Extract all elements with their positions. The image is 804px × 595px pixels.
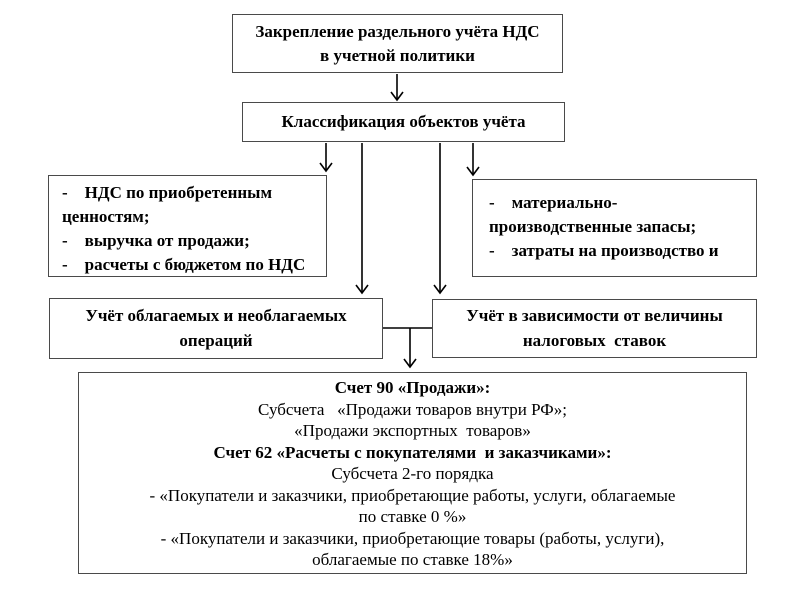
inventory-line: производственные запасы; (489, 217, 697, 236)
policy-box-line: Закрепление раздельного учёта НДС (255, 22, 540, 41)
accounts-line: - «Покупатели и заказчики, приобретающие товары (работы, услуги), (160, 528, 665, 548)
taxable-operations-line: операций (179, 331, 253, 350)
policy-box-line: в учетной политики (320, 46, 475, 65)
accounts-line: по ставке 0 %» (358, 507, 467, 526)
accounts-box (78, 372, 747, 574)
arrow-classification-to-vat-objects (320, 143, 332, 171)
inventory-line: - затраты на производство и (489, 241, 719, 260)
accounts-line: Счет 90 «Продажи»: (334, 378, 491, 397)
classification-box (242, 102, 565, 142)
tax-rates-line: налоговых ставок (522, 331, 667, 350)
vat-objects-line: ценностям; (62, 207, 150, 226)
accounts-line: Субсчета «Продажи товаров внутри РФ»; (258, 399, 567, 419)
accounts-line: - «Покупатели и заказчики, приобретающие работы, услуги, облагаемые (149, 485, 676, 505)
arrow-classification-to-tax-rates (434, 143, 446, 293)
arrow-to-accounts-box (404, 328, 416, 367)
vat-objects-line: - расчеты с бюджетом по НДС (62, 255, 306, 274)
tax-rates-box (432, 299, 757, 358)
vat-objects-line: - выручка от продажи; (62, 231, 250, 250)
taxable-operations-box (49, 298, 383, 359)
classification-box-label: Классификация объектов учёта (281, 112, 526, 131)
accounts-line: Счет 62 «Расчеты с покупателями и заказчиками»: (213, 442, 612, 462)
inventory-line: - материально- (489, 193, 618, 212)
accounts-line: «Продажи экспортных товаров» (294, 421, 531, 440)
vat-objects-line: - НДС по приобретенным (62, 183, 273, 202)
arrow-policy-to-classification (391, 74, 403, 100)
accounts-line: облагаемые по ставке 18%» (312, 550, 513, 569)
arrow-classification-to-taxable-operations (356, 143, 368, 293)
policy-box (232, 14, 563, 73)
tax-rates-line: Учёт в зависимости от величины (466, 306, 723, 325)
accounts-line: Субсчета 2-го порядка (331, 464, 494, 483)
arrow-classification-to-inventory (467, 143, 479, 175)
inventory-box (472, 179, 757, 277)
vat-objects-box (48, 175, 327, 277)
taxable-operations-line: Учёт облагаемых и необлагаемых (85, 306, 347, 325)
